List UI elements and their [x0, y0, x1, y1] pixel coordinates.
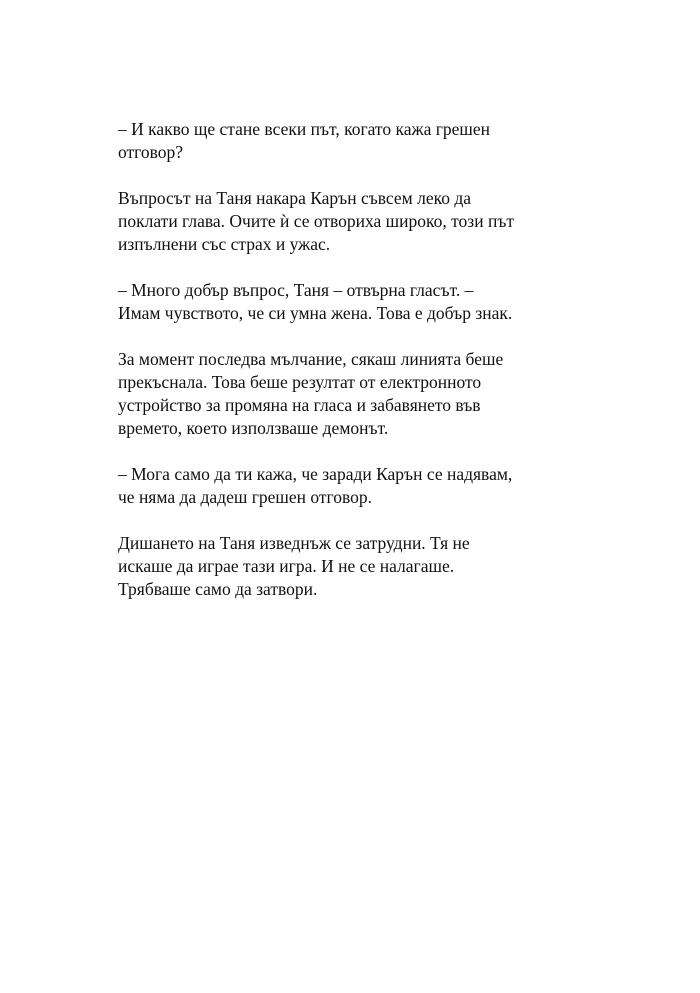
- paragraph-6: [118, 532, 598, 601]
- text-line: искаше да играе тази игра. И не се налагаше.: [118, 556, 455, 576]
- body-text: [118, 118, 598, 624]
- text-line: отговор?: [118, 142, 184, 162]
- paragraph-4: [118, 348, 598, 440]
- paragraph-1: [118, 118, 598, 164]
- text-line: Трябваше само да затвори.: [118, 579, 318, 599]
- text-line: Имам чувството, че си умна жена. Това е добър знак.: [118, 303, 513, 323]
- text-line: прекъснала. Това беше резултат от електронното: [118, 372, 482, 392]
- text-line: – Много добър въпрос, Таня – отвърна гласът. –: [118, 280, 474, 300]
- paragraph-5: [118, 463, 598, 509]
- text-line: Дишането на Таня изведнъж се затрудни. Тя не: [118, 533, 470, 553]
- text-line: че няма да дадеш грешен отговор.: [118, 487, 373, 507]
- text-line: устройство за промяна на гласа и забавянето във: [118, 395, 481, 415]
- text-line: За момент последва мълчание, сякаш линията беше: [118, 349, 504, 369]
- text-line: Въпросът на Таня накара Карън съвсем леко да: [118, 188, 472, 208]
- text-line: – И какво ще стане всеки път, когато кажа грешен: [118, 119, 491, 139]
- paragraph-2: [118, 187, 598, 256]
- text-line: времето, което използваше демонът.: [118, 418, 389, 438]
- text-line: поклати глава. Очите ѝ се отвориха широко, този път: [118, 211, 515, 231]
- text-line: изпълнени със страх и ужас.: [118, 234, 331, 254]
- text-line: – Мога само да ти кажа, че заради Карън се надявам,: [118, 464, 513, 484]
- paragraph-3: [118, 279, 598, 325]
